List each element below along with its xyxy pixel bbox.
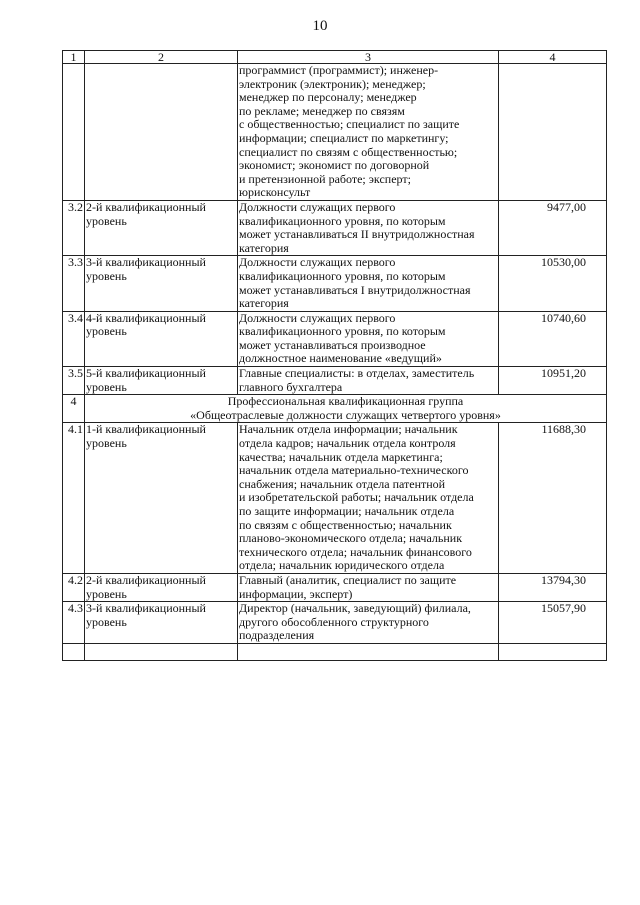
salary-value: 9477,00 xyxy=(499,200,607,255)
group-number: 4 xyxy=(63,395,85,423)
positions-text: Главные специалисты: в отделах, заместитель главного бухгалтера xyxy=(238,367,499,395)
qualification-level: 4-й квалификационный уровень xyxy=(85,311,238,366)
table-row xyxy=(63,311,607,366)
table-header-row xyxy=(63,51,607,64)
qualification-level: 2-й квалификационный уровень xyxy=(85,573,238,601)
positions-text: Главный (аналитик, специалист по защите информации, эксперт) xyxy=(238,573,499,601)
empty-cell xyxy=(63,643,85,660)
row-number: 4.2 xyxy=(63,573,85,601)
group-row xyxy=(63,395,607,423)
qualification-level: 5-й квалификационный уровень xyxy=(85,367,238,395)
group-title: Профессиональная квалификационная группа «Общеотраслевые должности служащих четвертого уровня» xyxy=(85,395,607,423)
row-number: 3.3 xyxy=(63,256,85,311)
table-row xyxy=(63,573,607,601)
column-header: 1 xyxy=(63,51,85,64)
qualification-level: 3-й квалификационный уровень xyxy=(85,602,238,644)
qualification-level xyxy=(85,64,238,201)
empty-cell xyxy=(85,643,238,660)
positions-text: Должности служащих первого квалификационного уровня, по которым может устанавливаться II внутридолжностная категория xyxy=(238,200,499,255)
row-number xyxy=(63,64,85,201)
column-header: 4 xyxy=(499,51,607,64)
positions-text: программист (программист); инженер- электроник (электроник); менеджер; менеджер по персоналу; менеджер по рекламе; менеджер по связям с общественностью; специалист по защите информации; специалист по маркетингу; специалист по связям с общественностью; экономист; экономист по договорной и претензионной работе; эксперт; юрисконсульт xyxy=(238,64,499,201)
salary-value: 10951,20 xyxy=(499,367,607,395)
table-row xyxy=(63,602,607,644)
column-header: 2 xyxy=(85,51,238,64)
table-row xyxy=(63,256,607,311)
salary-value: 15057,90 xyxy=(499,602,607,644)
positions-text: Начальник отдела информации; начальник отдела кадров; начальник отдела контроля качества; начальник отдела маркетинга; начальник отдела материально-технического снабжения; начальник отдела патентной и изобретательской работы; начальник отдела по защите информации; начальник отдела по связям с общественностью; начальник планово-экономического отдела; начальник технического отдела; начальник финансового отдела; начальник юридического отдела xyxy=(238,423,499,574)
table-row xyxy=(63,643,607,660)
positions-text: Должности служащих первого квалификационного уровня, по которым может устанавливаться производное должностное наименование «ведущий» xyxy=(238,311,499,366)
positions-text: Директор (начальник, заведующий) филиала, другого обособленного структурного подразделения xyxy=(238,602,499,644)
salary-value: 10530,00 xyxy=(499,256,607,311)
salary-table xyxy=(62,50,607,661)
row-number: 4.3 xyxy=(63,602,85,644)
qualification-level: 1-й квалификационный уровень xyxy=(85,423,238,574)
page-number: 10 xyxy=(312,18,328,34)
salary-value: 13794,30 xyxy=(499,573,607,601)
salary-value xyxy=(499,64,607,201)
qualification-level: 2-й квалификационный уровень xyxy=(85,200,238,255)
empty-cell xyxy=(238,643,499,660)
row-number: 3.4 xyxy=(63,311,85,366)
row-number: 3.5 xyxy=(63,367,85,395)
table-row xyxy=(63,367,607,395)
row-number: 4.1 xyxy=(63,423,85,574)
positions-text: Должности служащих первого квалификационного уровня, по которым может устанавливаться I внутридолжностная категория xyxy=(238,256,499,311)
table-row xyxy=(63,200,607,255)
empty-cell xyxy=(499,643,607,660)
row-number: 3.2 xyxy=(63,200,85,255)
table-row xyxy=(63,64,607,201)
salary-value: 10740,60 xyxy=(499,311,607,366)
column-header: 3 xyxy=(238,51,499,64)
table-row xyxy=(63,423,607,574)
qualification-level: 3-й квалификационный уровень xyxy=(85,256,238,311)
salary-value: 11688,30 xyxy=(499,423,607,574)
